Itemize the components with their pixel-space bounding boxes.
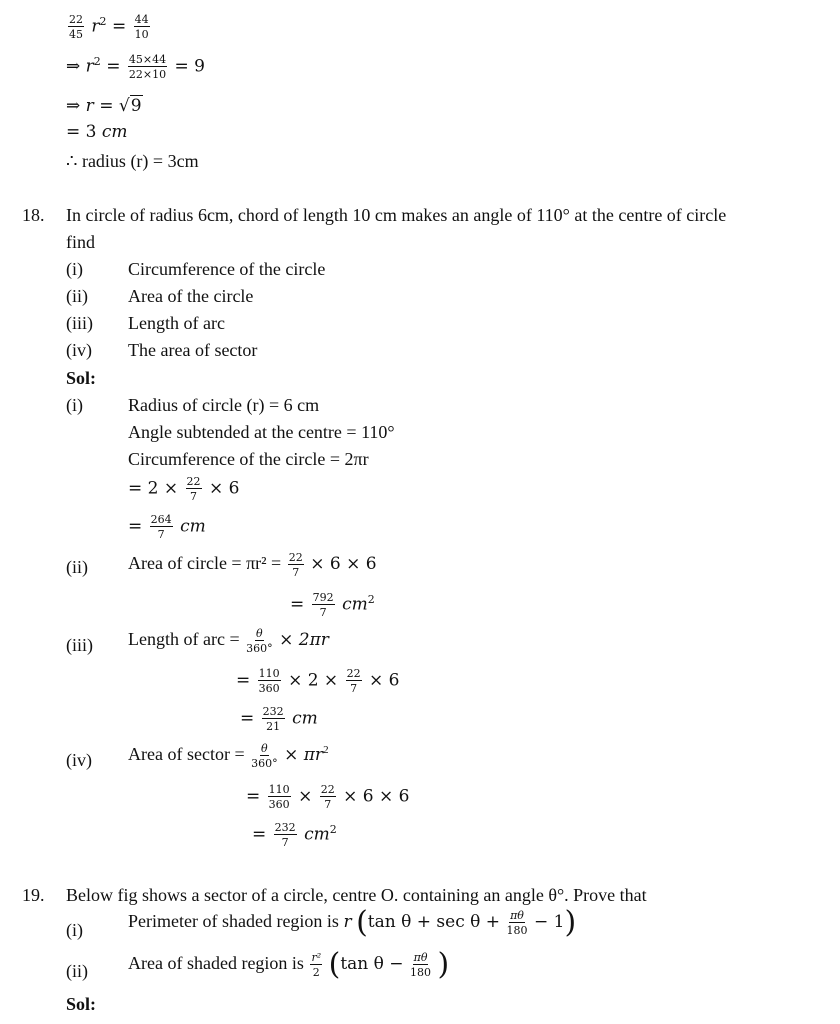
operator: = bbox=[246, 786, 261, 807]
sqrt-expression bbox=[119, 98, 143, 115]
left-paren: ( bbox=[356, 905, 368, 940]
fraction-denominator: 21 bbox=[266, 720, 281, 733]
fraction-numerator: 45×44 bbox=[128, 53, 167, 66]
solution-equation bbox=[290, 592, 375, 618]
fraction-numerator: r² bbox=[311, 951, 322, 964]
operator: = bbox=[106, 56, 121, 77]
part-statement bbox=[128, 905, 577, 940]
left-paren: ( bbox=[328, 947, 341, 982]
eq-line-1 bbox=[66, 14, 152, 40]
exponent: 2 bbox=[99, 14, 107, 28]
unit: cm bbox=[292, 708, 318, 729]
question-number: 19. bbox=[22, 885, 45, 905]
fraction-numerator: 110 bbox=[268, 783, 290, 796]
fraction-denominator: 7 bbox=[319, 606, 327, 619]
fraction-denominator: 7 bbox=[190, 490, 198, 503]
implies-symbol: ⇒ bbox=[66, 96, 81, 116]
operator: = bbox=[290, 594, 305, 615]
fraction-denominator: 10 bbox=[134, 28, 149, 41]
fraction-denominator: 7 bbox=[350, 682, 358, 695]
eq-line-3 bbox=[66, 98, 143, 115]
operator: × bbox=[298, 786, 313, 807]
fraction-denominator: 360 bbox=[258, 682, 280, 695]
operator: = bbox=[240, 708, 255, 729]
expression: − 1 bbox=[534, 912, 565, 933]
variable: r bbox=[343, 912, 352, 933]
part-text: Area of shaded region is bbox=[128, 953, 304, 974]
solution-line: Radius of circle (r) = 6 cm bbox=[128, 395, 320, 415]
part-label: (ii) bbox=[66, 961, 88, 981]
sqrt-symbol: √ bbox=[118, 96, 130, 116]
fraction-denominator: 180 bbox=[506, 924, 528, 937]
solution-part-label: (iv) bbox=[66, 750, 92, 770]
expression: tan θ − bbox=[340, 954, 404, 975]
solution-equation bbox=[128, 514, 206, 540]
fraction-denominator: 45 bbox=[69, 28, 83, 41]
fraction-denominator: 7 bbox=[292, 566, 300, 579]
expression: = 2 × bbox=[128, 478, 179, 499]
fraction-numerator: 792 bbox=[312, 591, 334, 604]
fraction-denominator: 2 bbox=[312, 966, 320, 979]
fraction-numerator: 22 bbox=[320, 783, 335, 796]
unit: cm bbox=[101, 122, 128, 142]
result: = 9 bbox=[174, 56, 205, 77]
part-label: (i) bbox=[66, 920, 83, 940]
exponent: 2 bbox=[367, 592, 375, 606]
unit: cm bbox=[304, 824, 330, 845]
expression: tan θ + sec θ + bbox=[367, 912, 500, 933]
operator: = bbox=[111, 16, 127, 37]
fraction-denominator: 360° bbox=[251, 757, 278, 770]
part-text: Area of the circle bbox=[128, 286, 254, 306]
solution-equation bbox=[246, 784, 409, 810]
conclusion-line: ∴ radius (r) = 3cm bbox=[66, 151, 199, 171]
fraction-denominator: 22×10 bbox=[128, 68, 167, 81]
solution-equation bbox=[240, 706, 318, 732]
unit: cm bbox=[342, 594, 368, 615]
fraction-denominator: 7 bbox=[281, 836, 289, 849]
fraction-denominator: 7 bbox=[157, 528, 165, 541]
right-paren: ) bbox=[564, 905, 577, 940]
expression: × 6 × 6 bbox=[343, 786, 410, 807]
question-number: 18. bbox=[22, 205, 45, 225]
question-text-line-2: find bbox=[66, 232, 95, 252]
fraction-numerator: πθ bbox=[413, 951, 428, 964]
sol-label: Sol: bbox=[66, 368, 97, 388]
implies-symbol: ⇒ bbox=[66, 56, 81, 77]
eq-line-2 bbox=[66, 54, 205, 80]
part-text: Length of arc bbox=[128, 313, 225, 333]
exponent: 2 bbox=[329, 822, 337, 836]
sol-label: Sol: bbox=[66, 994, 97, 1014]
fraction-numerator: 22 bbox=[288, 551, 303, 564]
operator: = bbox=[128, 516, 143, 537]
expression: Area of sector = bbox=[128, 744, 245, 765]
fraction-numerator: 110 bbox=[258, 667, 280, 680]
unit: cm bbox=[180, 516, 206, 537]
fraction-denominator: 360° bbox=[246, 642, 273, 655]
part-label: (iv) bbox=[66, 340, 92, 360]
expression: × 6 bbox=[208, 478, 240, 499]
expression: × 2πr bbox=[279, 630, 329, 651]
solution-part-label: (i) bbox=[66, 395, 83, 415]
solution-part-label: (iii) bbox=[66, 635, 93, 655]
question-text-line-1: In circle of radius 6cm, chord of length 10 cm makes an angle of 110° at the centre of circle bbox=[66, 205, 727, 225]
solution-part-label: (ii) bbox=[66, 557, 88, 577]
part-label: (iii) bbox=[66, 313, 93, 333]
solution-equation bbox=[252, 822, 337, 848]
fraction-numerator: 232 bbox=[274, 821, 296, 834]
expression: Area of circle = πr² = bbox=[128, 553, 282, 574]
solution-equation bbox=[128, 552, 377, 578]
fraction-numerator: πθ bbox=[510, 909, 524, 922]
fraction-numerator: 22 bbox=[346, 667, 361, 680]
variable: r bbox=[85, 96, 94, 116]
eq-line-4 bbox=[66, 124, 128, 141]
variable: r bbox=[91, 16, 100, 37]
part-statement bbox=[128, 947, 450, 982]
operator: = bbox=[236, 670, 251, 691]
operator: = bbox=[252, 824, 267, 845]
variable: r bbox=[85, 56, 94, 77]
expression: × 6 × 6 bbox=[310, 554, 377, 575]
solution-equation bbox=[128, 628, 329, 654]
expression: × 6 bbox=[369, 670, 400, 691]
part-label: (i) bbox=[66, 259, 83, 279]
fraction-numerator: θ bbox=[256, 627, 263, 640]
fraction-denominator: 360 bbox=[268, 798, 290, 811]
result: = 3 bbox=[66, 122, 97, 142]
radicand: 9 bbox=[130, 96, 142, 116]
fraction-numerator: 22 bbox=[69, 13, 83, 26]
right-paren: ) bbox=[437, 947, 450, 982]
solution-equation bbox=[236, 668, 399, 694]
exponent: 2 bbox=[323, 744, 329, 757]
expression: × πr bbox=[284, 745, 324, 766]
exponent: 2 bbox=[93, 54, 101, 68]
fraction-numerator: 44 bbox=[134, 13, 149, 26]
solution-equation bbox=[128, 743, 329, 769]
fraction-denominator: 7 bbox=[324, 798, 332, 811]
part-text: The area of sector bbox=[128, 340, 258, 360]
operator: = bbox=[99, 96, 114, 116]
fraction-denominator: 180 bbox=[410, 966, 432, 979]
part-label: (ii) bbox=[66, 286, 88, 306]
solution-equation bbox=[128, 476, 239, 502]
part-text: Perimeter of shaded region is bbox=[128, 911, 339, 932]
fraction-numerator: 264 bbox=[150, 513, 172, 526]
part-text: Circumference of the circle bbox=[128, 259, 326, 279]
expression: × 2 × bbox=[288, 670, 339, 691]
expression: Length of arc = bbox=[128, 629, 240, 650]
fraction-numerator: 232 bbox=[262, 705, 284, 718]
solution-line: Circumference of the circle = 2πr bbox=[128, 449, 369, 469]
fraction-numerator: 22 bbox=[186, 475, 201, 488]
question-text: Below fig shows a sector of a circle, centre O. containing an angle θ°. Prove that bbox=[66, 885, 647, 905]
solution-line: Angle subtended at the centre = 110° bbox=[128, 422, 395, 442]
fraction-numerator: θ bbox=[261, 742, 268, 755]
